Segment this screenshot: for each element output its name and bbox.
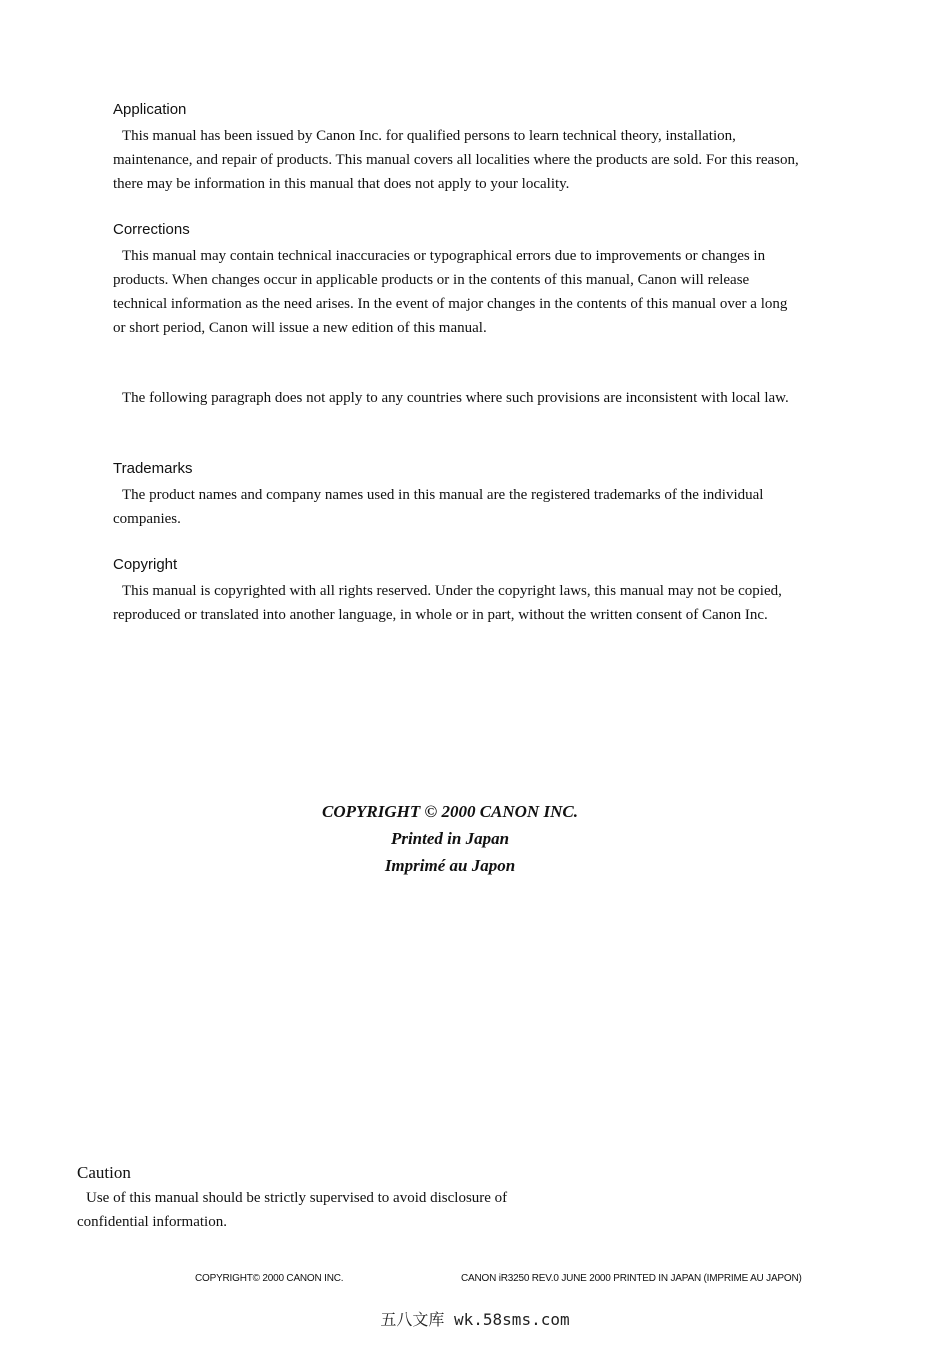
trademarks-text: The product names and company names used in this manual are the registered trademarks of the individual companies.	[113, 487, 764, 527]
corrections-section	[113, 220, 803, 340]
copyright-section	[113, 555, 803, 627]
application-text: This manual has been issued by Canon Inc. for qualified persons to learn technical theory, installation, maintenance, and repair of products. This manual covers all localities where the products are sold. For this reason, there may be information in this manual that does not apply to your locality.	[113, 128, 799, 192]
provision-text: The following paragraph does not apply to any countries where such provisions are inconsistent with local law.	[122, 390, 789, 406]
imprime-line: Imprimé au Japon	[384, 856, 516, 875]
corrections-heading: Corrections	[113, 221, 190, 238]
footer-copyright: COPYRIGHT© 2000 CANON INC.	[195, 1273, 344, 1284]
trademarks-heading: Trademarks	[113, 460, 193, 477]
copyright-text: This manual is copyrighted with all rights reserved. Under the copyright laws, this manual may not be copied, reproduced or translated into another language, in whole or in part, without the written consent of Canon Inc.	[113, 583, 782, 623]
provision-section	[113, 386, 803, 410]
copyright-line: COPYRIGHT © 2000 CANON INC.	[322, 802, 578, 821]
printed-in-line: Printed in Japan	[390, 829, 510, 848]
caution-section	[77, 1162, 557, 1234]
watermark-text: 五八文库 wk.58sms.com	[380, 1310, 570, 1329]
trademarks-section	[113, 459, 803, 531]
caution-text: Use of this manual should be strictly supervised to avoid disclosure of confidential information.	[77, 1190, 508, 1230]
caution-heading: Caution	[77, 1163, 131, 1182]
corrections-text: This manual may contain technical inaccuracies or typographical errors due to improvements or changes in products. When changes occur in applicable products or in the contents of this manual, Canon will release technical information as the need arises. In the event of major changes in the contents of this manual over a long or short period, Canon will issue a new edition of this manual.	[113, 248, 788, 336]
footer-product-info: CANON iR3250 REV.0 JUNE 2000 PRINTED IN JAPAN (IMPRIME AU JAPON)	[461, 1273, 802, 1284]
application-heading: Application	[113, 101, 187, 118]
copyright-heading: Copyright	[113, 556, 178, 573]
copyright-notice	[0, 798, 900, 879]
application-section	[113, 100, 803, 196]
